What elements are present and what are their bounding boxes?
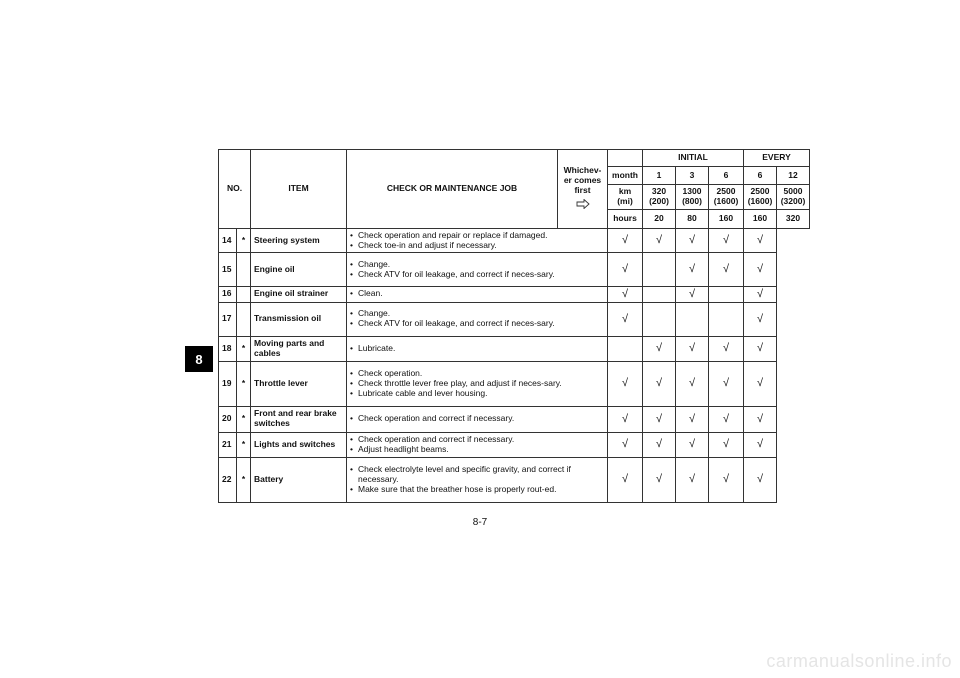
check-cell: √ bbox=[709, 406, 744, 432]
check-cell: √ bbox=[744, 457, 777, 502]
row-star: * bbox=[237, 432, 251, 457]
row-number: 20 bbox=[219, 406, 237, 432]
check-cell: √ bbox=[608, 253, 643, 287]
job-line: • Check operation and repair or replace if damaged. bbox=[350, 231, 604, 241]
check-cell: √ bbox=[608, 406, 643, 432]
row-number: 15 bbox=[219, 253, 237, 287]
job-line: • Check throttle lever free play, and adjust if neces-sary. bbox=[350, 379, 604, 389]
header-km-3: 2500 (1600) bbox=[709, 185, 744, 210]
check-cell: √ bbox=[676, 253, 709, 287]
row-number: 19 bbox=[219, 361, 237, 406]
job-line: • Check electrolyte level and specific gravity, and correct if necessary. bbox=[350, 465, 604, 485]
check-cell: √ bbox=[744, 361, 777, 406]
header-month-label: month bbox=[608, 167, 643, 185]
header-month-5: 12 bbox=[777, 167, 810, 185]
row-job bbox=[347, 229, 608, 253]
check-cell bbox=[643, 287, 676, 303]
check-cell: √ bbox=[676, 336, 709, 361]
table-row bbox=[219, 432, 810, 457]
row-star: * bbox=[237, 361, 251, 406]
check-cell bbox=[709, 302, 744, 336]
header-item: ITEM bbox=[251, 150, 347, 229]
row-job bbox=[347, 406, 608, 432]
row-item: Throttle lever bbox=[251, 361, 347, 406]
row-number: 18 bbox=[219, 336, 237, 361]
check-cell: √ bbox=[709, 432, 744, 457]
row-job bbox=[347, 361, 608, 406]
row-item: Lights and switches bbox=[251, 432, 347, 457]
check-cell: √ bbox=[608, 287, 643, 303]
job-line: • Make sure that the breather hose is properly rout-ed. bbox=[350, 485, 604, 495]
table-row bbox=[219, 361, 810, 406]
check-cell: √ bbox=[643, 432, 676, 457]
check-cell: √ bbox=[643, 336, 676, 361]
job-line: • Change. bbox=[350, 260, 604, 270]
row-star: * bbox=[237, 457, 251, 502]
job-line: • Lubricate cable and lever housing. bbox=[350, 389, 604, 399]
check-cell: √ bbox=[744, 229, 777, 253]
check-cell: √ bbox=[608, 457, 643, 502]
header-hours-5: 320 bbox=[777, 210, 810, 229]
header-month-2: 3 bbox=[676, 167, 709, 185]
check-cell: √ bbox=[676, 406, 709, 432]
check-cell: √ bbox=[709, 229, 744, 253]
check-cell: √ bbox=[744, 253, 777, 287]
row-job bbox=[347, 457, 608, 502]
row-star bbox=[237, 302, 251, 336]
row-item: Moving parts and cables bbox=[251, 336, 347, 361]
check-cell: √ bbox=[709, 457, 744, 502]
header-km-2: 1300 (800) bbox=[676, 185, 709, 210]
row-star: * bbox=[237, 406, 251, 432]
check-cell: √ bbox=[676, 229, 709, 253]
job-line: • Check ATV for oil leakage, and correct if neces-sary. bbox=[350, 319, 604, 329]
header-hours-2: 80 bbox=[676, 210, 709, 229]
row-star bbox=[237, 253, 251, 287]
check-cell: √ bbox=[744, 432, 777, 457]
row-item: Engine oil bbox=[251, 253, 347, 287]
header-month-4: 6 bbox=[744, 167, 777, 185]
job-line: • Check operation. bbox=[350, 369, 604, 379]
check-cell: √ bbox=[643, 406, 676, 432]
header-whichever-text: Whichev-er comes first bbox=[563, 165, 602, 195]
check-cell: √ bbox=[744, 336, 777, 361]
row-item: Front and rear brake switches bbox=[251, 406, 347, 432]
header-month-3: 6 bbox=[709, 167, 744, 185]
job-line: • Change. bbox=[350, 309, 604, 319]
header-hours-1: 20 bbox=[643, 210, 676, 229]
check-cell: √ bbox=[676, 457, 709, 502]
maintenance-table bbox=[218, 149, 810, 503]
check-cell: √ bbox=[676, 432, 709, 457]
header-no: NO. bbox=[219, 150, 251, 229]
job-line: • Check operation and correct if necessary. bbox=[350, 414, 604, 424]
check-cell: √ bbox=[608, 361, 643, 406]
row-number: 16 bbox=[219, 287, 237, 303]
job-line: • Check ATV for oil leakage, and correct if neces-sary. bbox=[350, 270, 604, 280]
header-km-label: km (mi) bbox=[608, 185, 643, 210]
header-hours-4: 160 bbox=[744, 210, 777, 229]
row-job bbox=[347, 287, 608, 303]
check-cell: √ bbox=[709, 361, 744, 406]
table-row bbox=[219, 229, 810, 253]
row-number: 17 bbox=[219, 302, 237, 336]
check-cell bbox=[608, 336, 643, 361]
check-cell: √ bbox=[643, 361, 676, 406]
check-cell: √ bbox=[709, 336, 744, 361]
check-cell: √ bbox=[676, 287, 709, 303]
row-job bbox=[347, 432, 608, 457]
check-cell: √ bbox=[744, 287, 777, 303]
watermark: carmanualsonline.info bbox=[766, 651, 952, 671]
header-hours-3: 160 bbox=[709, 210, 744, 229]
job-line: • Check toe-in and adjust if necessary. bbox=[350, 241, 604, 251]
check-cell: √ bbox=[643, 457, 676, 502]
header-hours-label: hours bbox=[608, 210, 643, 229]
arrow-right-icon bbox=[576, 199, 590, 209]
header-whichever bbox=[558, 150, 608, 229]
row-item: Battery bbox=[251, 457, 347, 502]
header-month-1: 1 bbox=[643, 167, 676, 185]
row-number: 21 bbox=[219, 432, 237, 457]
table-row bbox=[219, 287, 810, 303]
job-line: • Lubricate. bbox=[350, 344, 604, 354]
header-job: CHECK OR MAINTENANCE JOB bbox=[347, 150, 558, 229]
table-row bbox=[219, 336, 810, 361]
row-star bbox=[237, 287, 251, 303]
row-item: Transmission oil bbox=[251, 302, 347, 336]
row-star: * bbox=[237, 229, 251, 253]
job-line: • Check operation and correct if necessary. bbox=[350, 435, 604, 445]
page-number: 8-7 bbox=[472, 517, 488, 528]
check-cell: √ bbox=[608, 302, 643, 336]
check-cell bbox=[709, 287, 744, 303]
table-row bbox=[219, 406, 810, 432]
row-job bbox=[347, 253, 608, 287]
row-number: 14 bbox=[219, 229, 237, 253]
check-cell bbox=[643, 253, 676, 287]
header-initial: INITIAL bbox=[643, 150, 744, 167]
row-star: * bbox=[237, 336, 251, 361]
check-cell: √ bbox=[608, 229, 643, 253]
table-row bbox=[219, 457, 810, 502]
check-cell: √ bbox=[709, 253, 744, 287]
check-cell: √ bbox=[643, 229, 676, 253]
check-cell bbox=[643, 302, 676, 336]
row-item: Steering system bbox=[251, 229, 347, 253]
job-line: • Adjust headlight beams. bbox=[350, 445, 604, 455]
job-line: • Clean. bbox=[350, 289, 604, 299]
check-cell: √ bbox=[608, 432, 643, 457]
row-job bbox=[347, 302, 608, 336]
check-cell: √ bbox=[744, 302, 777, 336]
check-cell: √ bbox=[744, 406, 777, 432]
check-cell: √ bbox=[676, 361, 709, 406]
table-row bbox=[219, 253, 810, 287]
table-row bbox=[219, 302, 810, 336]
row-number: 22 bbox=[219, 457, 237, 502]
check-cell bbox=[676, 302, 709, 336]
header-every: EVERY bbox=[744, 150, 810, 167]
row-item: Engine oil strainer bbox=[251, 287, 347, 303]
row-job bbox=[347, 336, 608, 361]
header-km-1: 320 (200) bbox=[643, 185, 676, 210]
header-km-5: 5000 (3200) bbox=[777, 185, 810, 210]
chapter-tab: 8 bbox=[185, 346, 213, 372]
header-km-4: 2500 (1600) bbox=[744, 185, 777, 210]
